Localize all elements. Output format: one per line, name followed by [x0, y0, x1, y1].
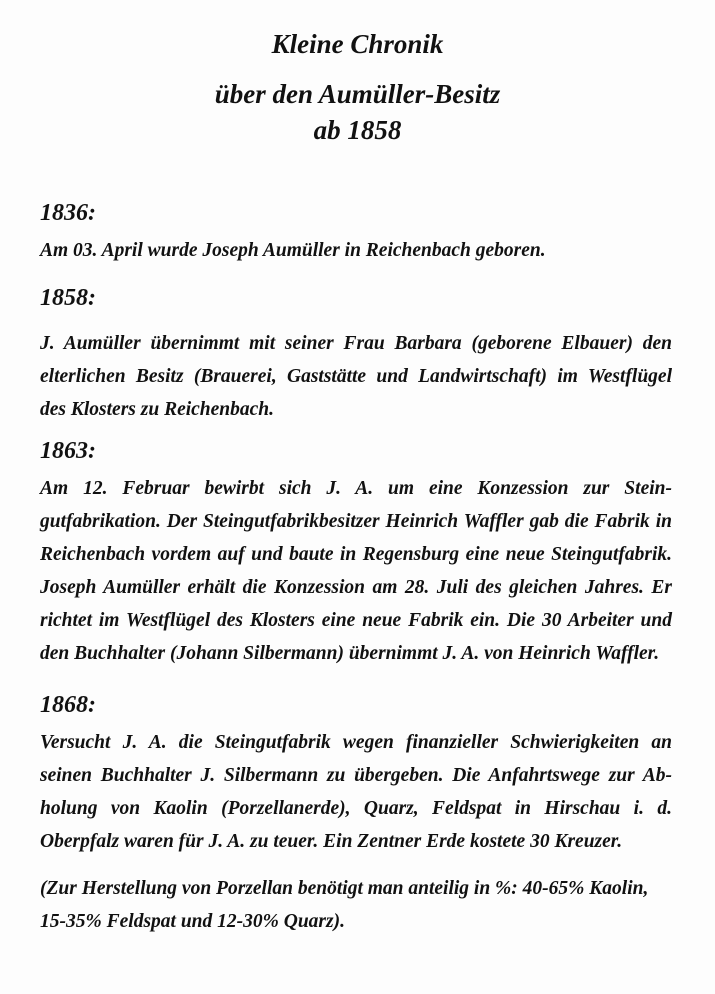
section-year: 1858: — [40, 285, 96, 311]
section-line: Joseph Aumüller erhält die Konzession am 28. Juli des gleichen Jahres. Er — [40, 577, 672, 598]
section-line: seinen Buchhalter J. Silbermann zu übergeben. Die Anfahrtswege zur Ab- — [40, 765, 672, 786]
section-line: J. Aumüller übernimmt mit seiner Frau Barbara (geborene Elbauer) den — [40, 333, 672, 354]
section-line: Am 03. April wurde Joseph Aumüller in Reichenbach geboren. — [40, 240, 546, 261]
title-line: Kleine Chronik — [271, 29, 444, 59]
section-line: Am 12. Februar bewirbt sich J. A. um eine Konzession zur Stein- — [40, 478, 672, 499]
section-line: Reichenbach vordem auf und baute in Regensburg eine neue Steingutfabrik. — [40, 544, 672, 565]
section-line: des Klosters zu Reichenbach. — [40, 399, 275, 420]
section-line: elterlichen Besitz (Brauerei, Gaststätte und Landwirtschaft) im Westflügel — [40, 366, 672, 387]
section-1863 — [40, 438, 672, 670]
note-line: (Zur Herstellung von Porzellan benötigt man anteilig in %: 40-65% Kaolin, — [40, 878, 649, 899]
section-line: Oberpfalz waren für J. A. zu teuer. Ein Zentner Erde kostete 30 Kreuzer. — [40, 831, 623, 852]
section-year: 1836: — [40, 200, 96, 226]
note-line: 15-35% Feldspat und 12-30% Quarz). — [40, 911, 345, 932]
section-line: richtet im Westflügel des Klosters eine neue Fabrik ein. Die 30 Arbeiter und — [40, 610, 672, 631]
section-line: gutfabrikation. Der Steingutfabrikbesitzer Heinrich Waffler gab die Fabrik in — [40, 511, 672, 532]
document-title — [0, 26, 715, 148]
composition-note — [40, 872, 672, 938]
section-1868 — [40, 692, 672, 858]
title-line: ab 1858 — [313, 115, 402, 145]
section-year: 1863: — [40, 438, 96, 464]
section-1858 — [40, 285, 672, 426]
title-line: über den Aumüller-Besitz — [214, 79, 501, 109]
section-1836 — [40, 200, 672, 267]
section-line: Versucht J. A. die Steingutfabrik wegen finanzieller Schwierigkeiten an — [40, 732, 672, 753]
section-line: holung von Kaolin (Porzellanerde), Quarz, Feldspat in Hirschau i. d. — [40, 798, 672, 819]
section-line: den Buchhalter (Johann Silbermann) übernimmt J. A. von Heinrich Waffler. — [40, 643, 660, 664]
section-year: 1868: — [40, 692, 96, 718]
